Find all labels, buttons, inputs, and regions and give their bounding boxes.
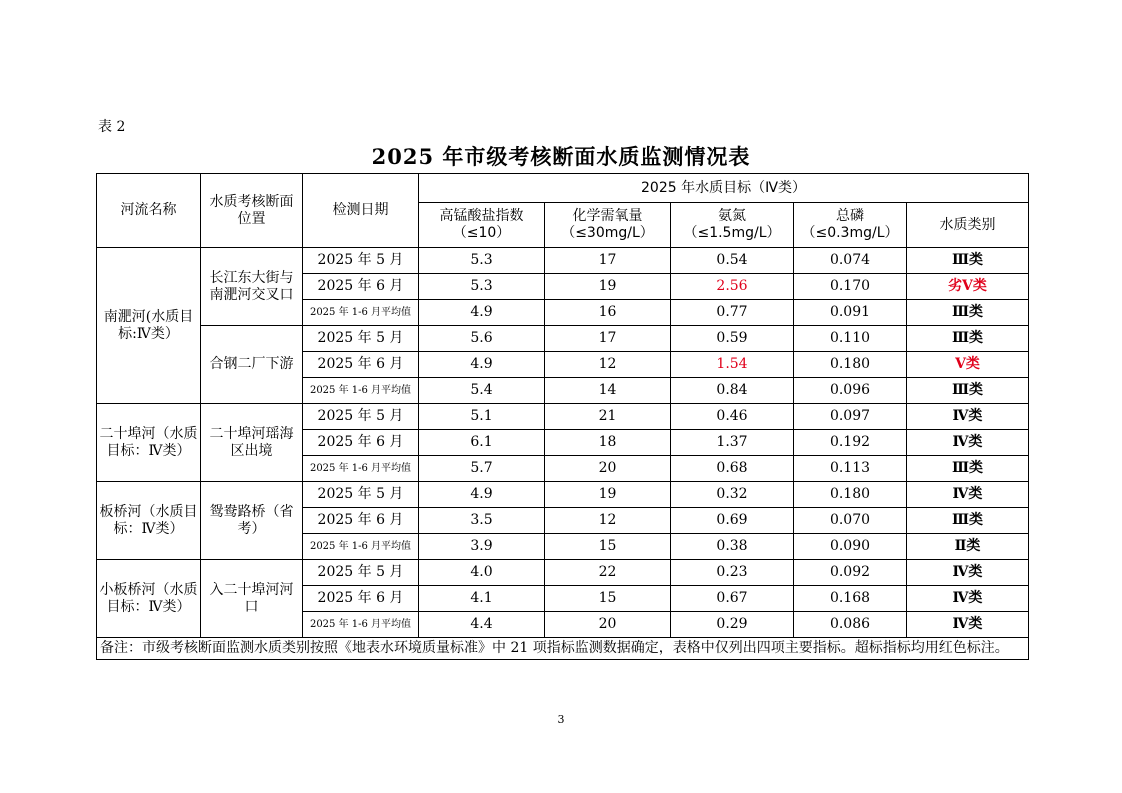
date-cell: 2025 年 6 月 xyxy=(303,274,419,300)
tp-cell: 0.074 xyxy=(794,248,907,274)
class-cell-exceed: Ⅴ类 xyxy=(907,352,1029,378)
class-cell: Ⅲ类 xyxy=(907,248,1029,274)
class-cell: Ⅲ类 xyxy=(907,508,1029,534)
nh3-cell-exceed: 2.56 xyxy=(671,274,794,300)
codmn-cell: 5.3 xyxy=(419,248,545,274)
date-cell: 2025 年 1-6 月平均值 xyxy=(303,612,419,638)
nh3-cell: 0.77 xyxy=(671,300,794,326)
table-row xyxy=(97,248,1029,274)
codmn-cell: 4.9 xyxy=(419,482,545,508)
river-name: 板桥河（水质目标：Ⅳ类） xyxy=(97,482,201,560)
nh3-cell: 1.37 xyxy=(671,430,794,456)
class-cell: Ⅳ类 xyxy=(907,612,1029,638)
class-cell: Ⅲ类 xyxy=(907,300,1029,326)
date-cell: 2025 年 6 月 xyxy=(303,352,419,378)
date-cell: 2025 年 5 月 xyxy=(303,248,419,274)
class-cell: Ⅳ类 xyxy=(907,586,1029,612)
cod-cell: 19 xyxy=(545,482,671,508)
tp-cell: 0.096 xyxy=(794,378,907,404)
header-row-1 xyxy=(97,174,1029,203)
nh3-cell: 0.29 xyxy=(671,612,794,638)
class-cell: Ⅳ类 xyxy=(907,404,1029,430)
tp-cell: 0.170 xyxy=(794,274,907,300)
class-cell: Ⅲ类 xyxy=(907,378,1029,404)
class-cell: Ⅳ类 xyxy=(907,560,1029,586)
nh3-cell: 0.84 xyxy=(671,378,794,404)
col-header-river: 河流名称 xyxy=(97,174,201,248)
class-cell: Ⅲ类 xyxy=(907,456,1029,482)
codmn-cell: 5.6 xyxy=(419,326,545,352)
codmn-cell: 5.4 xyxy=(419,378,545,404)
class-cell: Ⅳ类 xyxy=(907,430,1029,456)
date-cell: 2025 年 6 月 xyxy=(303,430,419,456)
col-header-date: 检测日期 xyxy=(303,174,419,248)
class-cell: Ⅱ类 xyxy=(907,534,1029,560)
cod-cell: 17 xyxy=(545,248,671,274)
codmn-cell: 3.5 xyxy=(419,508,545,534)
cod-cell: 21 xyxy=(545,404,671,430)
cod-cell: 20 xyxy=(545,456,671,482)
codmn-cell: 6.1 xyxy=(419,430,545,456)
date-cell: 2025 年 6 月 xyxy=(303,508,419,534)
col-header-site: 水质考核断面位置 xyxy=(201,174,303,248)
cod-cell: 19 xyxy=(545,274,671,300)
nh3-cell: 0.59 xyxy=(671,326,794,352)
site-name: 二十埠河瑶海区出境 xyxy=(201,404,303,482)
site-name: 合钢二厂下游 xyxy=(201,326,303,404)
nh3-cell: 0.23 xyxy=(671,560,794,586)
tp-cell: 0.097 xyxy=(794,404,907,430)
cod-cell: 17 xyxy=(545,326,671,352)
tp-cell: 0.168 xyxy=(794,586,907,612)
class-cell: Ⅳ类 xyxy=(907,482,1029,508)
date-cell: 2025 年 5 月 xyxy=(303,326,419,352)
tp-cell: 0.110 xyxy=(794,326,907,352)
table-note: 备注：市级考核断面监测水质类别按照《地表水环境质量标准》中 21 项指标监测数据确定，表格中仅列出四项主要指标。超标指标均用红色标注。 xyxy=(97,638,1029,660)
nh3-cell: 0.68 xyxy=(671,456,794,482)
date-cell: 2025 年 1-6 月平均值 xyxy=(303,534,419,560)
codmn-cell: 4.0 xyxy=(419,560,545,586)
river-name: 南淝河(水质目标:Ⅳ类） xyxy=(97,248,201,404)
table-row xyxy=(97,326,1029,352)
codmn-cell: 4.1 xyxy=(419,586,545,612)
col-header-class: 水质类别 xyxy=(907,203,1029,248)
date-cell: 2025 年 5 月 xyxy=(303,560,419,586)
col-header-tp: 总磷（≤0.3mg/L） xyxy=(794,203,907,248)
cod-cell: 12 xyxy=(545,352,671,378)
cod-cell: 15 xyxy=(545,586,671,612)
col-header-nh3: 氨氮（≤1.5mg/L） xyxy=(671,203,794,248)
nh3-cell: 0.46 xyxy=(671,404,794,430)
note-row xyxy=(97,638,1029,660)
table-row xyxy=(97,482,1029,508)
date-cell: 2025 年 5 月 xyxy=(303,404,419,430)
document-title: 2025 年市级考核断面水质监测情况表 xyxy=(371,144,751,169)
tp-cell: 0.070 xyxy=(794,508,907,534)
date-cell: 2025 年 1-6 月平均值 xyxy=(303,300,419,326)
nh3-cell-exceed: 1.54 xyxy=(671,352,794,378)
tp-cell: 0.180 xyxy=(794,352,907,378)
nh3-cell: 0.54 xyxy=(671,248,794,274)
page-number: 3 xyxy=(557,713,565,726)
date-cell: 2025 年 6 月 xyxy=(303,586,419,612)
cod-cell: 15 xyxy=(545,534,671,560)
class-cell: Ⅲ类 xyxy=(907,326,1029,352)
cod-cell: 18 xyxy=(545,430,671,456)
nh3-cell: 0.69 xyxy=(671,508,794,534)
tp-cell: 0.091 xyxy=(794,300,907,326)
site-name: 鸳鸯路桥（省考） xyxy=(201,482,303,560)
nh3-cell: 0.67 xyxy=(671,586,794,612)
codmn-cell: 3.9 xyxy=(419,534,545,560)
codmn-cell: 4.9 xyxy=(419,352,545,378)
nh3-cell: 0.32 xyxy=(671,482,794,508)
tp-cell: 0.192 xyxy=(794,430,907,456)
cod-cell: 12 xyxy=(545,508,671,534)
table-row xyxy=(97,404,1029,430)
site-name: 入二十埠河河口 xyxy=(201,560,303,638)
tp-cell: 0.180 xyxy=(794,482,907,508)
table-row xyxy=(97,560,1029,586)
river-name: 二十埠河（水质目标：Ⅳ类） xyxy=(97,404,201,482)
cod-cell: 14 xyxy=(545,378,671,404)
codmn-cell: 4.9 xyxy=(419,300,545,326)
table-label: 表 2 xyxy=(98,119,126,135)
class-cell-exceed: 劣Ⅴ类 xyxy=(907,274,1029,300)
river-name: 小板桥河（水质目标：Ⅳ类） xyxy=(97,560,201,638)
site-name: 长江东大街与南淝河交叉口 xyxy=(201,248,303,326)
col-header-cod: 化学需氧量（≤30mg/L） xyxy=(545,203,671,248)
date-cell: 2025 年 5 月 xyxy=(303,482,419,508)
codmn-cell: 5.3 xyxy=(419,274,545,300)
tp-cell: 0.092 xyxy=(794,560,907,586)
codmn-cell: 5.7 xyxy=(419,456,545,482)
cod-cell: 22 xyxy=(545,560,671,586)
tp-cell: 0.086 xyxy=(794,612,907,638)
date-cell: 2025 年 1-6 月平均值 xyxy=(303,456,419,482)
tp-cell: 0.090 xyxy=(794,534,907,560)
col-header-codmn: 高锰酸盐指数（≤10） xyxy=(419,203,545,248)
col-header-target: 2025 年水质目标（Ⅳ类） xyxy=(419,174,1029,203)
cod-cell: 16 xyxy=(545,300,671,326)
codmn-cell: 5.1 xyxy=(419,404,545,430)
date-cell: 2025 年 1-6 月平均值 xyxy=(303,378,419,404)
codmn-cell: 4.4 xyxy=(419,612,545,638)
nh3-cell: 0.38 xyxy=(671,534,794,560)
water-quality-table xyxy=(96,173,1029,660)
cod-cell: 20 xyxy=(545,612,671,638)
tp-cell: 0.113 xyxy=(794,456,907,482)
